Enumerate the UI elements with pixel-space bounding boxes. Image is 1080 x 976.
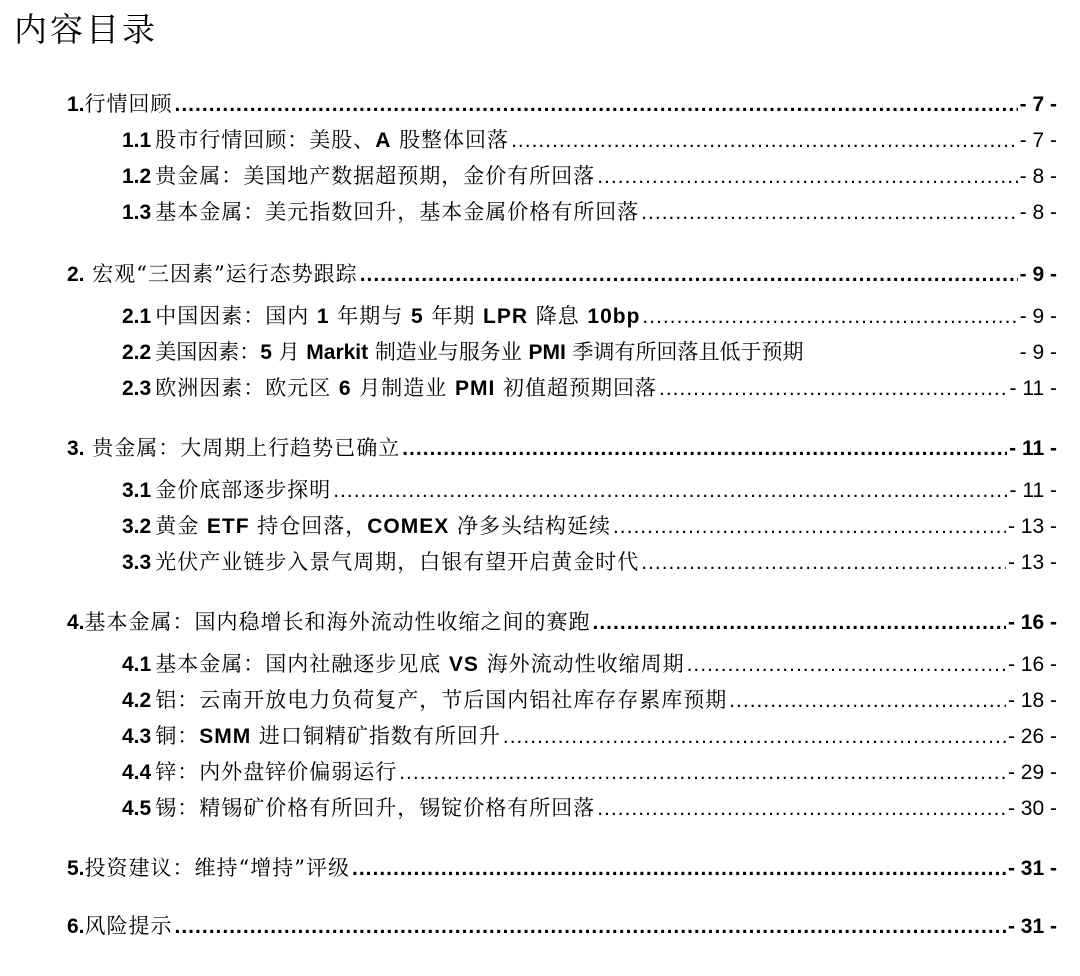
toc-entry-4-5[interactable]: [122, 792, 1057, 824]
toc-page-number: - 11 -: [1009, 479, 1057, 502]
toc-page-number: - 11 -: [1009, 377, 1057, 400]
toc-number: 5.: [67, 857, 85, 880]
toc-number: 3.1: [122, 479, 152, 502]
toc-text: 股市行情回顾：美股、A 股整体回落: [155, 128, 510, 152]
toc-entry-2-3[interactable]: [122, 372, 1057, 404]
toc-entry-6[interactable]: [67, 910, 1057, 942]
toc-page-number: - 16 -: [1007, 653, 1057, 676]
dot-leader: [399, 757, 1006, 789]
toc-text: 黄金 ETF 持仓回落，COMEX 净多头结构延续: [155, 514, 611, 538]
toc-text: 美国因素：5 月 Markit 制造业与服务业 PMI 季调有所回落且低于预期: [155, 340, 804, 364]
dot-leader: [641, 197, 1017, 229]
page-title: 内容目录: [14, 10, 158, 49]
dot-leader: [511, 125, 1018, 157]
toc-number: 4.4: [122, 761, 152, 784]
toc-number: 6.: [67, 915, 85, 938]
toc-entry-2[interactable]: [67, 258, 1057, 290]
dot-leader: [642, 301, 1017, 333]
toc-page-number: - 9 -: [1019, 341, 1057, 364]
toc-page-number: - 13 -: [1007, 515, 1057, 538]
toc-entry-4[interactable]: [67, 606, 1057, 638]
dot-leader: [597, 793, 1006, 825]
toc-entry-4-2[interactable]: [122, 684, 1057, 716]
toc-text: 基本金属：美元指数回升，基本金属价格有所回落: [155, 200, 640, 224]
toc-text: 贵金属：大周期上行趋势已确立: [92, 436, 401, 460]
dot-leader: [175, 911, 1006, 943]
dot-leader: [687, 649, 1006, 681]
toc-entry-3[interactable]: [67, 432, 1057, 464]
dot-leader: [659, 373, 1008, 405]
toc-number: 2.3: [122, 377, 152, 400]
toc-entry-2-2[interactable]: [122, 336, 1057, 368]
toc-number: 3.: [67, 437, 85, 460]
toc-number: 4.5: [122, 797, 152, 820]
toc-page-number: - 7 -: [1019, 93, 1057, 116]
toc-text: 行情回顾: [84, 92, 173, 116]
toc-page-number: - 16 -: [1007, 611, 1057, 634]
toc-entry-1-1[interactable]: [122, 124, 1057, 156]
toc-page-number: - 8 -: [1019, 165, 1057, 188]
toc-page-number: - 18 -: [1007, 689, 1057, 712]
toc-number: 4.: [67, 611, 85, 634]
toc-entry-1-2[interactable]: [122, 160, 1057, 192]
toc-page-number: - 13 -: [1007, 551, 1057, 574]
toc-page-number: - 30 -: [1007, 797, 1057, 820]
toc-page-number: - 8 -: [1019, 201, 1057, 224]
dot-leader: [729, 685, 1006, 717]
toc-number: 2.1: [122, 305, 152, 328]
toc-text: 风险提示: [84, 914, 173, 938]
toc-text: 贵金属：美国地产数据超预期，金价有所回落: [155, 164, 596, 188]
toc-text: 宏观“三因素”运行态势跟踪: [92, 262, 358, 286]
toc-text: 光伏产业链步入景气周期，白银有望开启黄金时代: [155, 550, 640, 574]
toc-text: 铝：云南开放电力负荷复产，节后国内铝社库存存累库预期: [155, 688, 728, 712]
dot-leader: [352, 853, 1006, 885]
toc-entry-4-1[interactable]: [122, 648, 1057, 680]
toc-page-number: - 9 -: [1019, 263, 1057, 286]
toc-page-number: - 31 -: [1007, 915, 1057, 938]
toc-entry-4-3[interactable]: [122, 720, 1057, 752]
toc-number: 1.: [67, 93, 85, 116]
toc-text: 中国因素：国内 1 年期与 5 年期 LPR 降息 10bp: [155, 304, 641, 328]
dot-leader: [175, 89, 1018, 121]
toc-page-number: - 29 -: [1007, 761, 1057, 784]
toc-number: 2.: [67, 263, 85, 286]
toc-number: 1.2: [122, 165, 152, 188]
toc-page-number: - 26 -: [1007, 725, 1057, 748]
toc-entry-3-2[interactable]: [122, 510, 1057, 542]
toc-page-number: - 7 -: [1019, 129, 1057, 152]
dot-leader: [360, 259, 1018, 291]
toc-entry-1-3[interactable]: [122, 196, 1057, 228]
toc-page-number: - 11 -: [1009, 437, 1057, 460]
toc-text: 金价底部逐步探明: [155, 478, 332, 502]
toc-entry-3-1[interactable]: [122, 474, 1057, 506]
toc-number: 3.3: [122, 551, 152, 574]
toc-number: 4.1: [122, 653, 152, 676]
dot-leader: [641, 547, 1006, 579]
toc-text: 锌：内外盘锌价偏弱运行: [155, 760, 398, 784]
toc-text: 欧洲因素：欧元区 6 月制造业 PMI 初值超预期回落: [155, 376, 657, 400]
toc-text: 锡：精锡矿价格有所回升，锡锭价格有所回落: [155, 796, 596, 820]
toc-entry-2-1[interactable]: [122, 300, 1057, 332]
toc-number: 1.3: [122, 201, 152, 224]
toc-number: 4.3: [122, 725, 152, 748]
toc-text: 铜：SMM 进口铜精矿指数有所回升: [155, 724, 501, 748]
dot-leader: [333, 475, 1007, 507]
dot-leader: [593, 607, 1006, 639]
dot-leader: [402, 433, 1007, 465]
toc-number: 4.2: [122, 689, 152, 712]
dot-leader: [597, 161, 1017, 193]
toc-entry-1[interactable]: [67, 88, 1057, 120]
toc-number: 1.1: [122, 129, 152, 152]
toc-number: 2.2: [122, 341, 152, 364]
toc-entry-5[interactable]: [67, 852, 1057, 884]
toc-page-number: - 31 -: [1007, 857, 1057, 880]
dot-leader: [613, 511, 1006, 543]
toc-entry-4-4[interactable]: [122, 756, 1057, 788]
toc-text: 基本金属：国内稳增长和海外流动性收缩之间的赛跑: [84, 610, 591, 634]
toc-text: 投资建议：维持“增持”评级: [84, 856, 350, 880]
toc-number: 3.2: [122, 515, 152, 538]
dot-leader: [503, 721, 1006, 753]
toc-page-number: - 9 -: [1019, 305, 1057, 328]
toc-entry-3-3[interactable]: [122, 546, 1057, 578]
toc-text: 基本金属：国内社融逐步见底 VS 海外流动性收缩周期: [155, 652, 685, 676]
